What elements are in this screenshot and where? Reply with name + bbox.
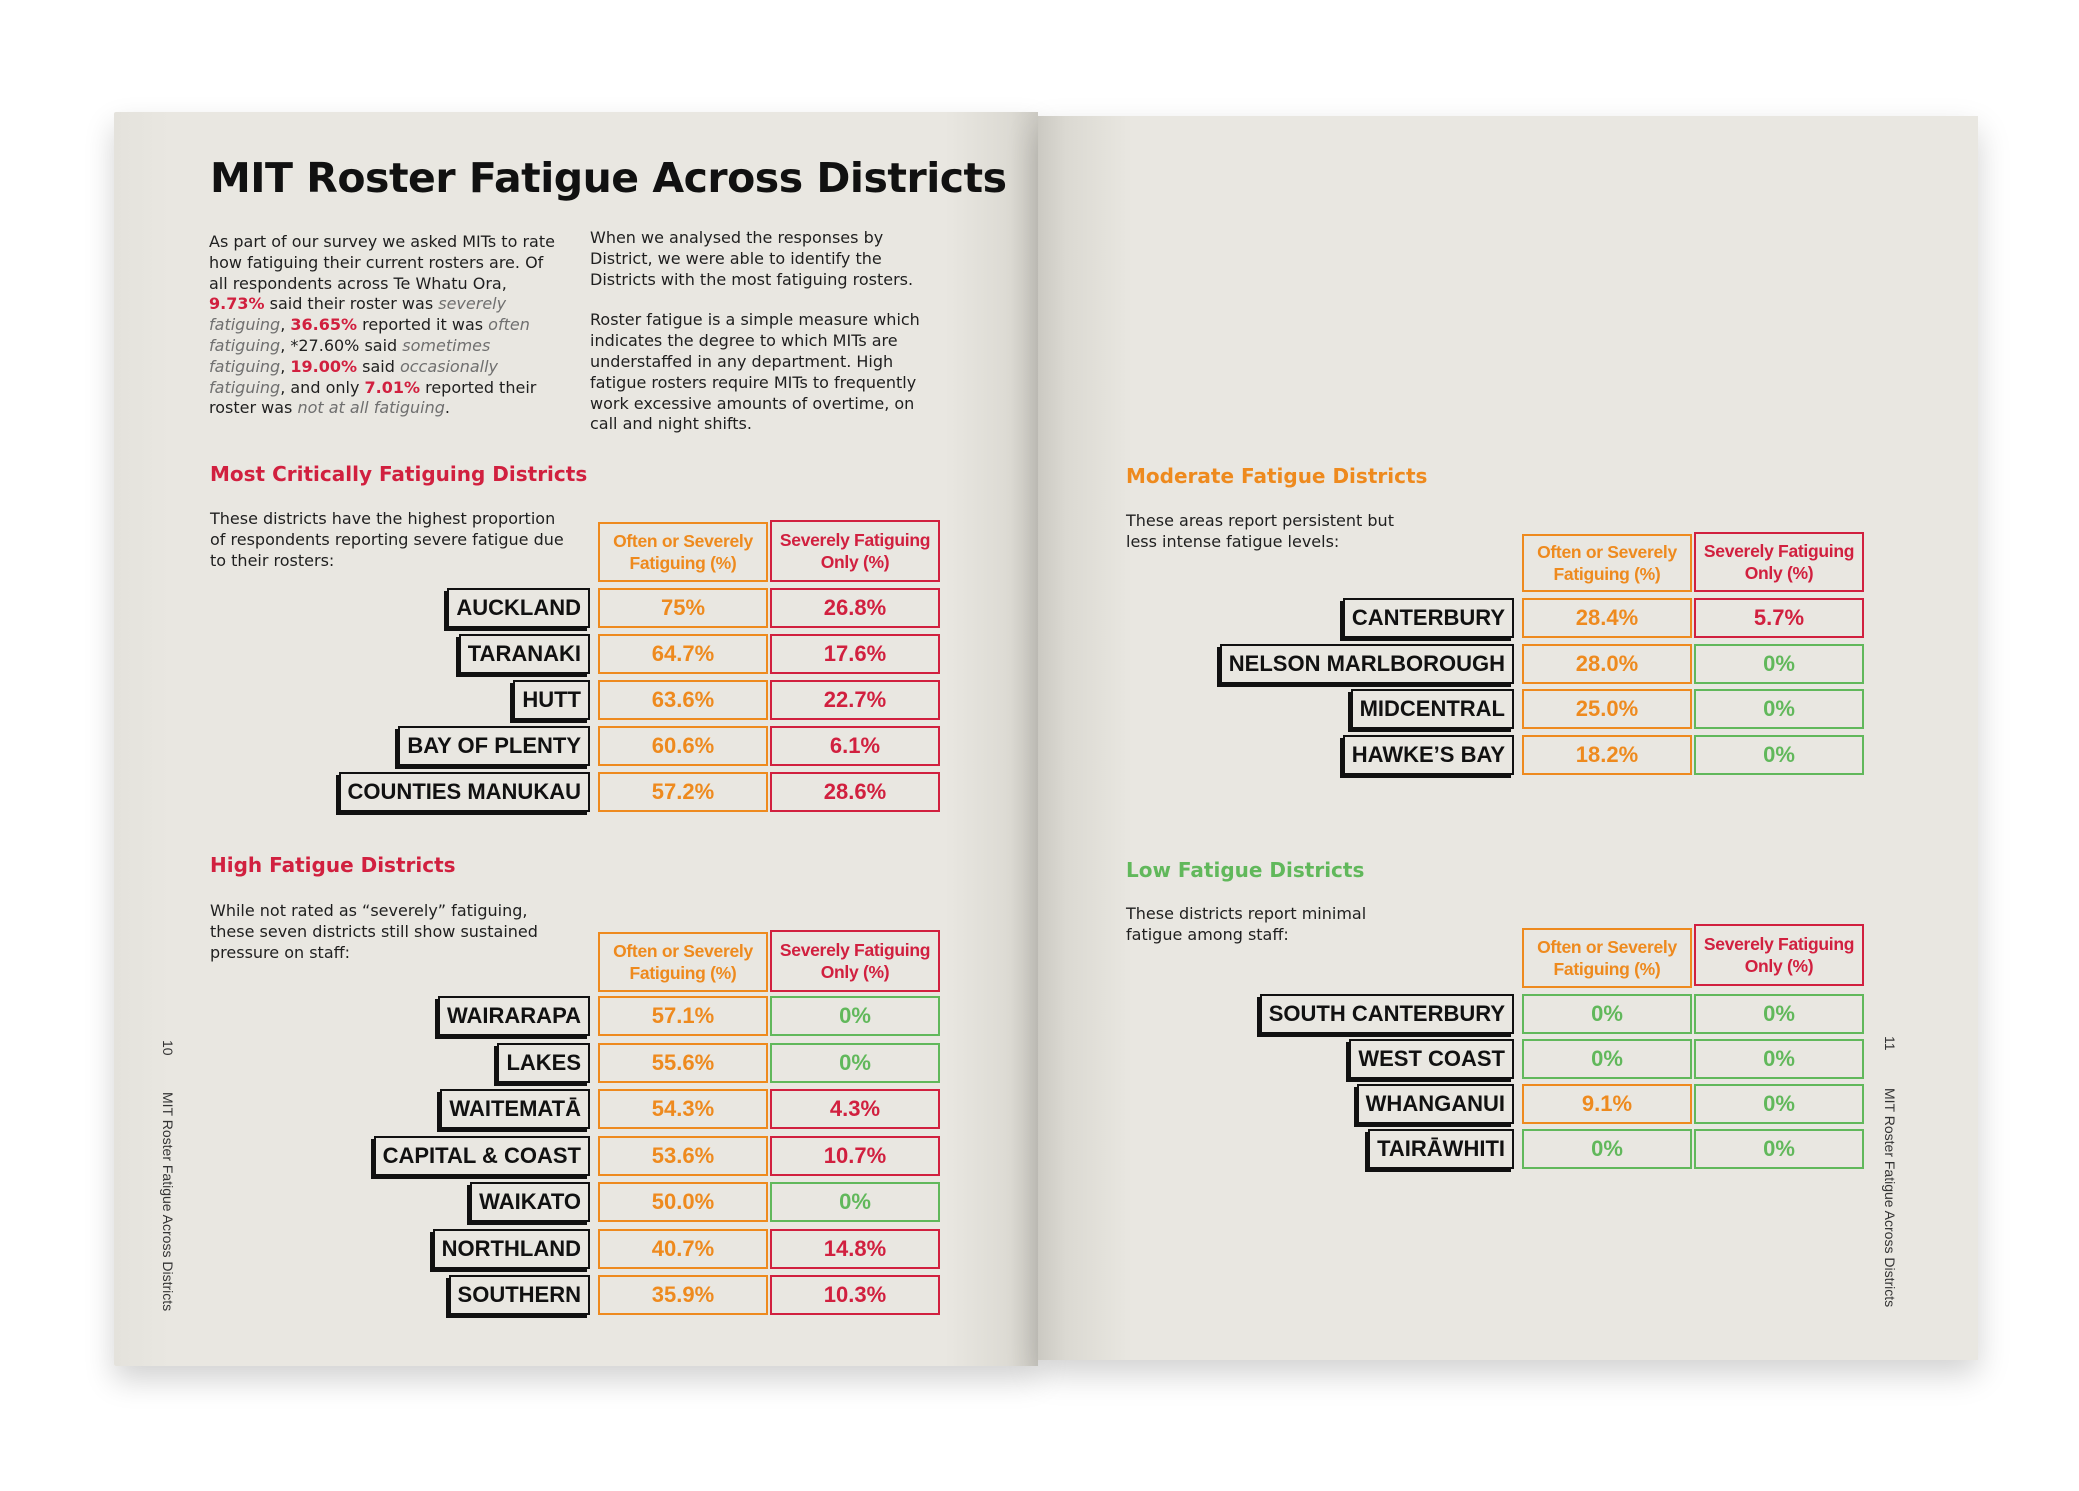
often-value: 55.6% — [598, 1043, 768, 1083]
district-name: WHANGANUI — [1357, 1084, 1514, 1124]
severe-value: 0% — [1694, 689, 1864, 729]
column-header-severe: Severely Fatiguing Only (%) — [1694, 924, 1864, 986]
table-row — [1038, 598, 1864, 640]
section-desc-high: While not rated as “severely” fatiguing, these seven districts still show sustained pressure on staff: — [210, 901, 538, 962]
column-header-severe: Severely Fatiguing Only (%) — [1694, 532, 1864, 592]
table-row — [114, 1043, 940, 1085]
district-name: HAWKE’S BAY — [1343, 735, 1514, 775]
severe-value: 10.7% — [770, 1136, 940, 1176]
district-name: TARANAKI — [459, 634, 590, 674]
column-header-often: Often or Severely Fatiguing (%) — [598, 932, 768, 992]
severe-value: 0% — [1694, 1039, 1864, 1079]
table-row — [1038, 1129, 1864, 1171]
often-value: 75% — [598, 588, 768, 628]
page-title: MIT Roster Fatigue Across Districts — [210, 154, 1007, 202]
often-value: 18.2% — [1522, 735, 1692, 775]
fatigue-term: not at all fatiguing — [297, 398, 445, 418]
table-row — [114, 634, 940, 676]
section-desc-moderate: These areas report persistent but less intense fatigue levels: — [1126, 511, 1394, 551]
district-name: HUTT — [513, 680, 590, 720]
table-row — [114, 1229, 940, 1271]
severe-value: 0% — [770, 1182, 940, 1222]
section-desc-low: These districts report minimal fatigue among staff: — [1126, 904, 1367, 944]
often-value: 28.4% — [1522, 598, 1692, 638]
fatigue-term: often fatiguing — [209, 315, 530, 355]
district-name: MIDCENTRAL — [1351, 689, 1514, 729]
section-title-moderate: Moderate Fatigue Districts — [1126, 464, 1428, 488]
often-value: 0% — [1522, 1039, 1692, 1079]
district-name: NORTHLAND — [433, 1229, 590, 1269]
running-title-right: MIT Roster Fatigue Across Districts — [1882, 1088, 1898, 1308]
fatigue-term: sometimes fatiguing — [209, 335, 491, 376]
right-page — [1038, 116, 1978, 1360]
intro-paragraph — [209, 232, 565, 419]
intro-text: reported it was — [357, 315, 489, 335]
table-row — [1038, 994, 1864, 1036]
table-row — [114, 1136, 940, 1178]
column-header-severe: Severely Fatiguing Only (%) — [770, 930, 940, 992]
intro-text: said their roster was — [264, 294, 439, 314]
severe-value: 0% — [1694, 1129, 1864, 1169]
table-row — [114, 1275, 940, 1317]
often-value: 60.6% — [598, 726, 768, 766]
often-value: 9.1% — [1522, 1084, 1692, 1124]
table-row — [1038, 1084, 1864, 1126]
table-row — [114, 1182, 940, 1224]
often-value: 0% — [1522, 1129, 1692, 1169]
intro-text: , and only — [280, 377, 365, 397]
severe-value: 22.7% — [770, 680, 940, 720]
intro-text: , — [280, 356, 291, 376]
often-value: 54.3% — [598, 1089, 768, 1129]
intro-paragraph-analysis: When we analysed the responses by District, we were able to identify the Districts with the most fatiguing rosters. — [590, 228, 914, 289]
often-value: 64.7% — [598, 634, 768, 674]
district-name: AUCKLAND — [447, 588, 590, 628]
severe-value: 0% — [770, 1043, 940, 1083]
intro-text: . — [444, 398, 450, 418]
table-row — [114, 772, 940, 814]
intro-text: reported their roster was — [209, 377, 537, 418]
severe-value: 6.1% — [770, 726, 940, 766]
severe-value: 10.3% — [770, 1275, 940, 1315]
district-name: NELSON MARLBOROUGH — [1220, 644, 1514, 684]
district-name: TAIRĀWHITI — [1368, 1129, 1514, 1169]
table-row — [114, 996, 940, 1038]
often-value: 35.9% — [598, 1275, 768, 1315]
column-header-severe: Severely Fatiguing Only (%) — [770, 520, 940, 582]
highlight-percentage: 19.00% — [290, 356, 358, 376]
column-header-often: Often or Severely Fatiguing (%) — [598, 522, 768, 582]
intro-text: , *27.60% said — [280, 335, 403, 355]
often-value: 0% — [1522, 994, 1692, 1034]
often-value: 57.1% — [598, 996, 768, 1036]
intro-text: As part of our survey we asked MITs to rate how fatiguing their current rosters are. Of all respondents across Te Whatu Ora, — [209, 232, 555, 293]
section-title-high: High Fatigue Districts — [210, 853, 456, 877]
often-value: 40.7% — [598, 1229, 768, 1269]
district-name: CAPITAL & COAST — [374, 1136, 590, 1176]
severe-value: 17.6% — [770, 634, 940, 674]
page-number-left: 10 — [160, 1040, 176, 1056]
intro-column-2 — [590, 228, 945, 435]
district-name: COUNTIES MANUKAU — [339, 772, 590, 812]
district-name: WAIKATO — [470, 1182, 590, 1222]
intro-text: , — [280, 315, 291, 335]
table-row — [1038, 689, 1864, 731]
running-title-left: MIT Roster Fatigue Across Districts — [160, 1092, 176, 1312]
severe-value: 28.6% — [770, 772, 940, 812]
highlight-percentage: 36.65% — [290, 315, 358, 335]
highlight-percentage: 7.01% — [364, 377, 421, 397]
district-name: SOUTHERN — [449, 1275, 590, 1315]
severe-value: 0% — [770, 996, 940, 1036]
severe-value: 4.3% — [770, 1089, 940, 1129]
severe-value: 0% — [1694, 735, 1864, 775]
table-row — [114, 680, 940, 722]
district-name: LAKES — [497, 1043, 590, 1083]
severe-value: 0% — [1694, 1084, 1864, 1124]
table-row — [114, 588, 940, 630]
often-value: 50.0% — [598, 1182, 768, 1222]
severe-value: 14.8% — [770, 1229, 940, 1269]
intro-paragraph-definition: Roster fatigue is a simple measure which indicates the degree to which MITs are understaffed in any department. High fatigue rosters require MITs to frequently work excessive amounts of overtime, on call and night shifts. — [590, 310, 920, 434]
severe-value: 5.7% — [1694, 598, 1864, 638]
section-title-low: Low Fatigue Districts — [1126, 858, 1365, 882]
table-row — [1038, 735, 1864, 777]
often-value: 63.6% — [598, 680, 768, 720]
district-name: WAIRARAPA — [438, 996, 590, 1036]
often-value: 57.2% — [598, 772, 768, 812]
district-name: WAITEMATĀ — [440, 1089, 590, 1129]
table-row — [1038, 644, 1864, 686]
fatigue-term: occasionally fatiguing — [209, 356, 498, 397]
district-name: CANTERBURY — [1343, 598, 1514, 638]
often-value: 53.6% — [598, 1136, 768, 1176]
left-page — [114, 112, 1038, 1366]
highlight-percentage: 9.73% — [209, 294, 265, 314]
severe-value: 26.8% — [770, 588, 940, 628]
district-name: BAY OF PLENTY — [398, 726, 590, 766]
section-desc-critical: These districts have the highest proportion of respondents reporting severe fatigue due to their rosters: — [210, 509, 564, 570]
severe-value: 0% — [1694, 994, 1864, 1034]
often-value: 25.0% — [1522, 689, 1692, 729]
column-header-often: Often or Severely Fatiguing (%) — [1522, 534, 1692, 592]
table-row — [114, 1089, 940, 1131]
district-name: SOUTH CANTERBURY — [1260, 994, 1514, 1034]
often-value: 28.0% — [1522, 644, 1692, 684]
table-row — [1038, 1039, 1864, 1081]
column-header-often: Often or Severely Fatiguing (%) — [1522, 928, 1692, 988]
section-title-critical: Most Critically Fatiguing Districts — [210, 462, 588, 486]
page-number-right: 11 — [1882, 1036, 1898, 1051]
fatigue-term: severely fatiguing — [209, 294, 507, 335]
table-row — [114, 726, 940, 768]
district-name: WEST COAST — [1349, 1039, 1514, 1079]
intro-text: said — [357, 356, 400, 376]
severe-value: 0% — [1694, 644, 1864, 684]
